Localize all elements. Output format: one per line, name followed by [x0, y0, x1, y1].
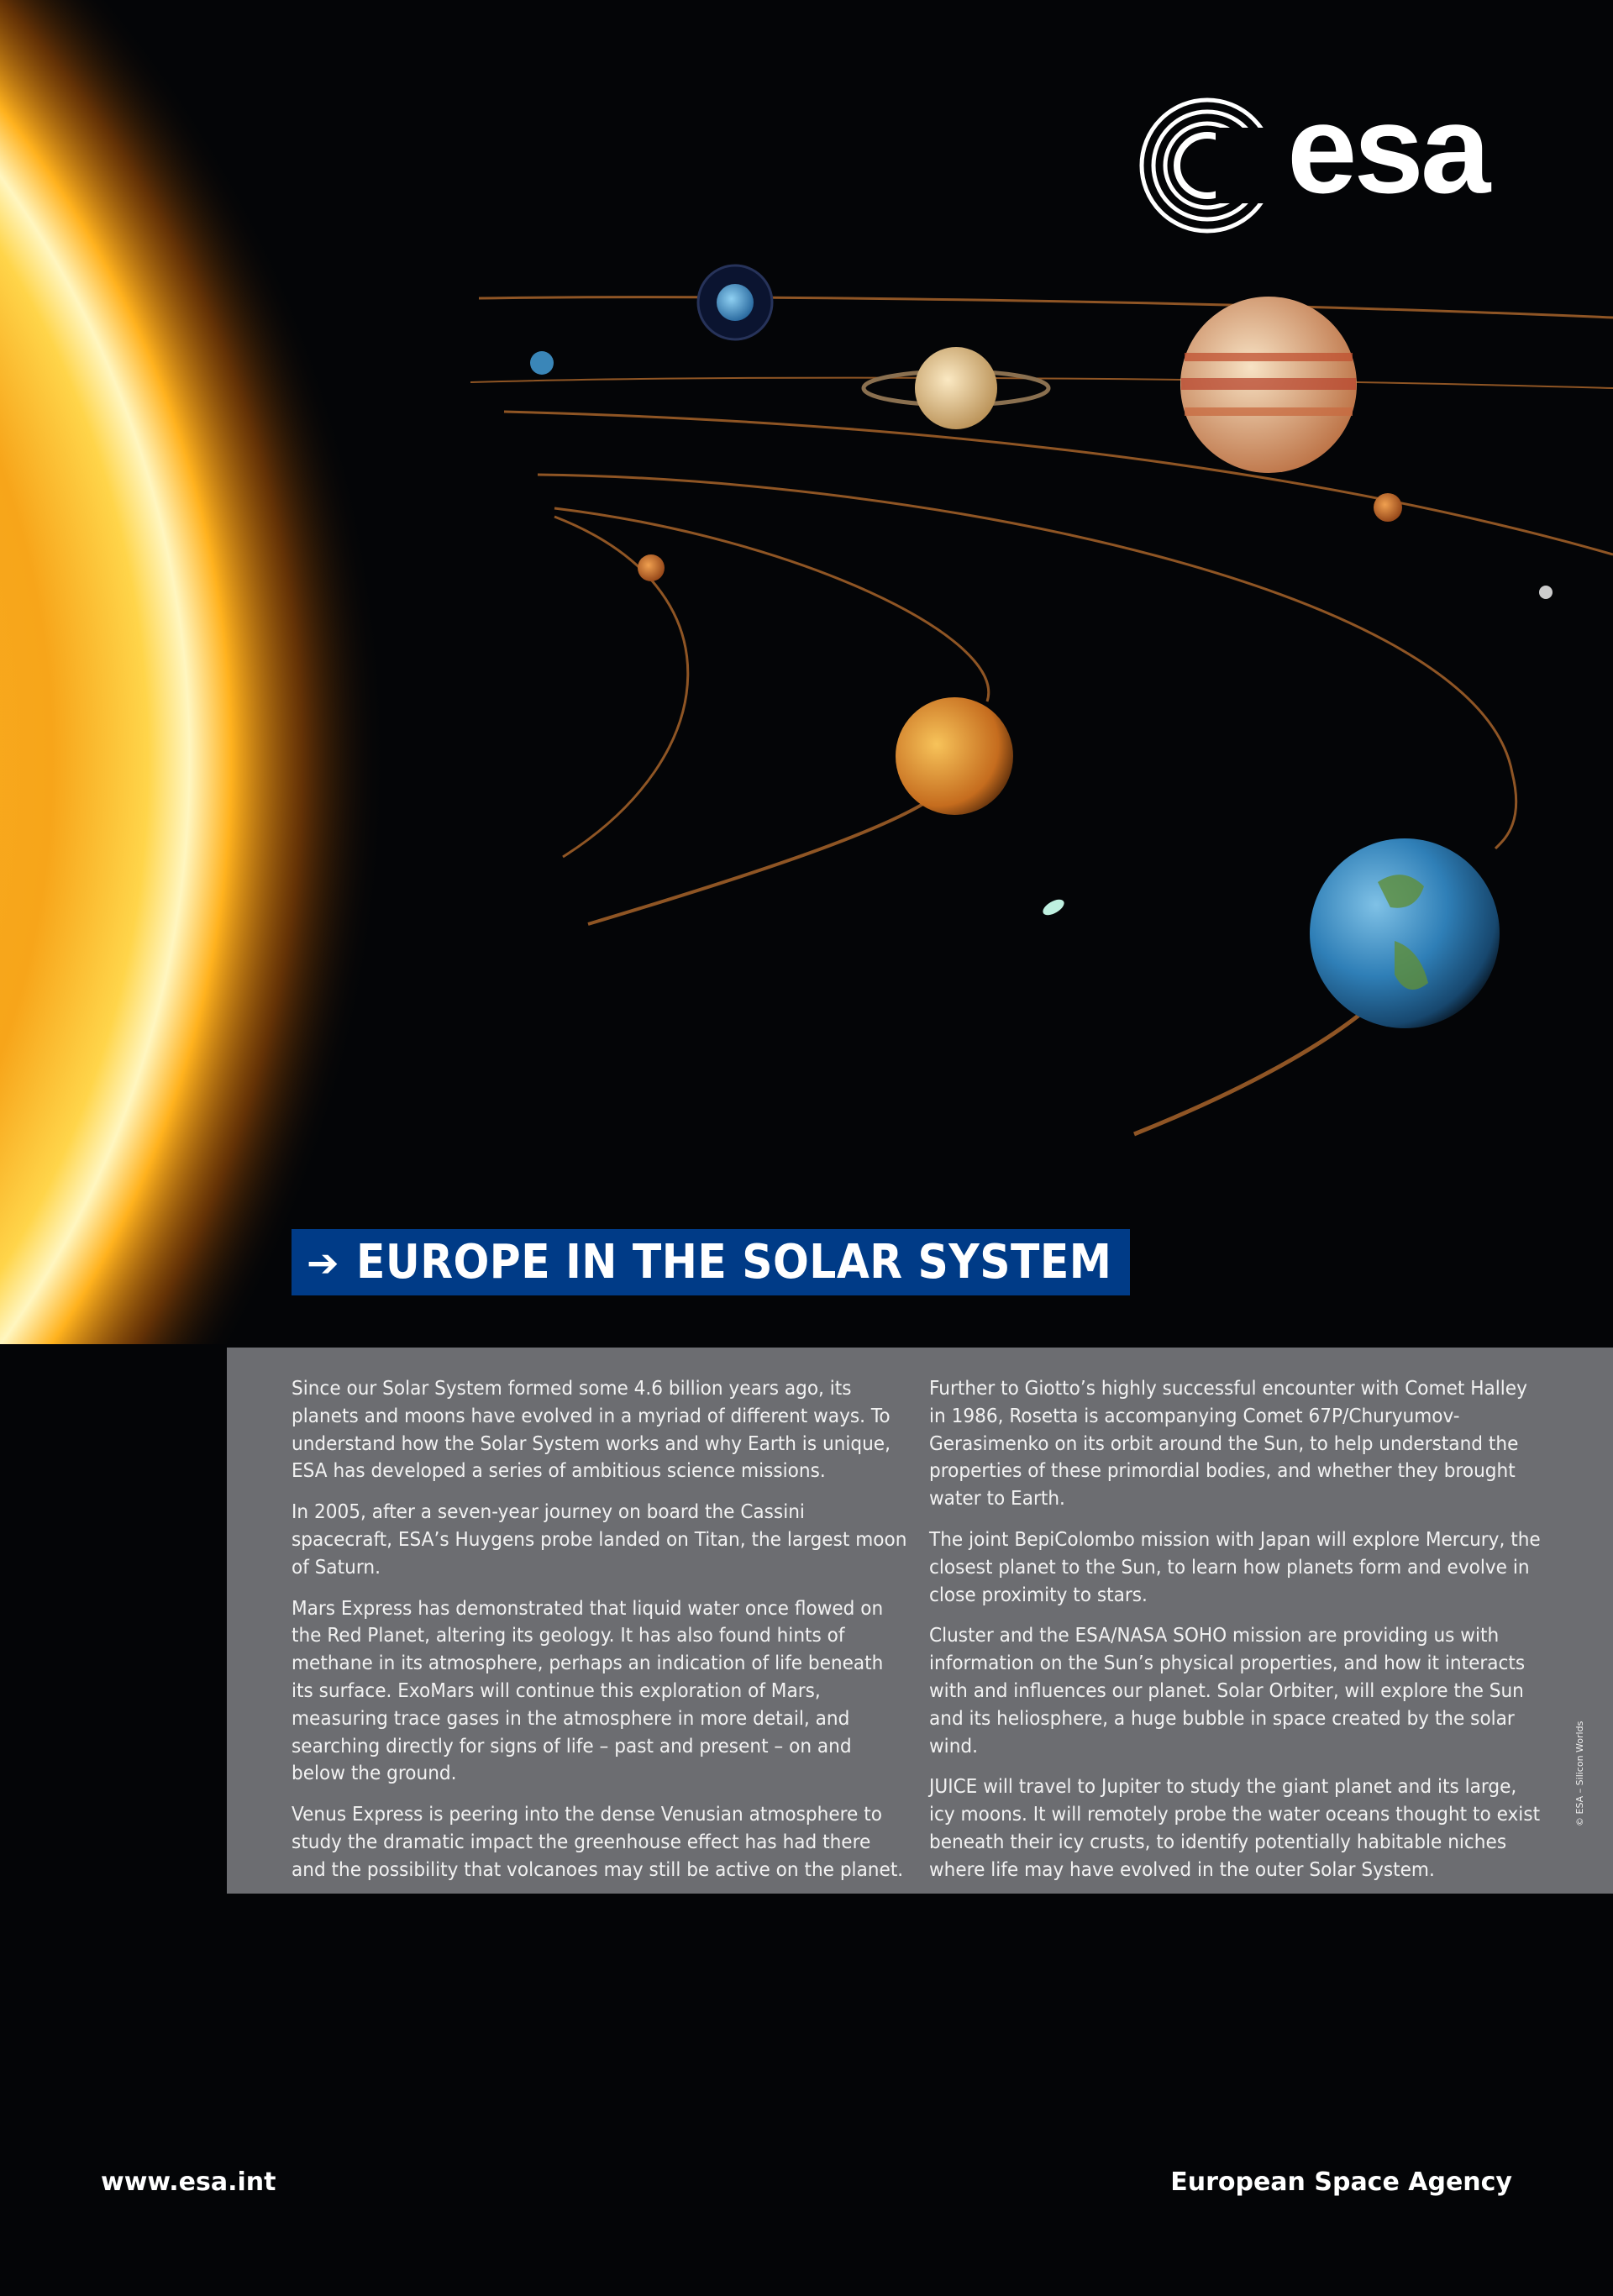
mercury — [638, 554, 665, 581]
venus — [896, 697, 1013, 815]
sun — [0, 0, 386, 1344]
paragraph: In 2005, after a seven-year journey on board the Cassini spacecraft, ESA’s Huygens probe landed on Titan, the largest moon of Saturn. — [292, 1500, 907, 1579]
esa-logo-mark — [1136, 94, 1279, 237]
saturn — [915, 347, 997, 429]
moon — [1539, 586, 1553, 599]
paragraph: The joint BepiColombo mission with Japan will explore Mercury, the closest planet to the Sun, to learn how planets form and evolve in close proximity to stars. — [929, 1526, 1541, 1606]
agency-name: European Space Agency — [1170, 2167, 1512, 2197]
comet — [1040, 896, 1066, 918]
esa-logo-text: esa — [1287, 78, 1488, 219]
earth — [1310, 838, 1500, 1028]
paragraph: Since our Solar System formed some 4.6 billion years ago, its planets and moons have evolved in a myriad of different ways. To understand how the Solar System works and why Earth is unique, ESA has developed a series of ambitious science missions. — [292, 1376, 891, 1483]
paragraph: Cluster and the ESA/NASA SOHO mission are providing us with information on the Sun’s physical properties, and how it interacts with and influences our planet. Solar Orbiter, will explore the Sun and its heliosphere, a huge bubble in space created by the solar wind. — [929, 1623, 1526, 1757]
text-panel — [227, 1348, 1613, 1894]
website-link[interactable]: www.esa.int — [101, 2167, 276, 2197]
text-column-right — [929, 1374, 1551, 1897]
mars — [1374, 493, 1402, 522]
text-column-left — [292, 1374, 913, 1897]
uranus — [717, 284, 754, 321]
paragraph: Venus Express is peering into the dense Venusian atmosphere to study the dramatic impact the greenhouse effect has had there and the possibility that volcanoes may still be active on the planet. — [292, 1802, 904, 1881]
neptune — [530, 351, 554, 375]
arrow-right-icon: ➔ — [307, 1239, 339, 1285]
paragraph: Mars Express has demonstrated that liquid water once flowed on the Red Planet, altering its geology. It has also found hints of methane in its atmosphere, perhaps an indication of life beneath its surface. ExoMars will continue this exploration of Mars, measuring trace gases in the atmosphere in more detail, and searching directly for signs of life – past and present – on and below the ground. — [292, 1595, 884, 1785]
paragraph: JUICE will travel to Jupiter to study the giant planet and its large, icy moons. It will remotely probe the water oceans thought to exist beneath their icy crusts, to identify potentially habitable niches where life may have evolved in the outer Solar System. — [929, 1774, 1541, 1881]
section-title-bar — [292, 1229, 1130, 1295]
paragraph: Further to Giotto’s highly successful encounter with Comet Halley in 1986, Rosetta is accompanying Comet 67P/Churyumov-Gerasimenko on its orbit around the Sun, to help understand the properties of these primordial bodies, and whether they brought water to Earth. — [929, 1376, 1527, 1511]
image-credit: © ESA – Silicon Worlds — [1574, 1721, 1585, 1826]
esa-logo — [1136, 78, 1522, 237]
page-title: EUROPE IN THE SOLAR SYSTEM — [355, 1235, 1111, 1290]
